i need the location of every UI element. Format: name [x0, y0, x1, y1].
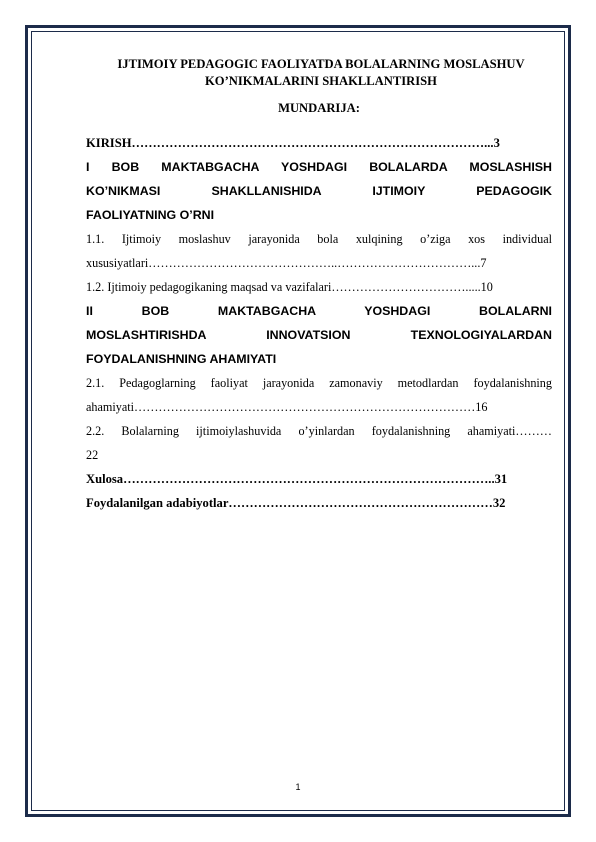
toc-entry-xulosa[interactable]: Xulosa……………………………………………………………………………..31	[86, 472, 508, 486]
toc-chapter-2-line-2[interactable]: MOSLASHTIRISHDA INNOVATSION TEXNOLOGIYALARDAN	[86, 328, 552, 342]
toc-section-2-1-line-1[interactable]: 2.1. Pedagoglarning faoliyat jarayonida zamonaviy metodlardan foydalanishning	[86, 376, 552, 390]
document-title	[86, 56, 552, 90]
toc-chapter-1-line-2[interactable]: KO’NIKMASI SHAKLLANISHIDA IJTIMOIY PEDAGOGIK	[86, 184, 552, 198]
toc-section-2-2-line-2[interactable]: 22	[86, 448, 99, 462]
table-of-contents	[86, 131, 552, 515]
document-body	[86, 50, 552, 515]
toc-section-1-2[interactable]: 1.2. Ijtimoiy pedagogikaning maqsad va vazifalari…………………………….....10	[86, 280, 493, 294]
title-line-1: IJTIMOIY PEDAGOGIC FAOLIYATDA BOLALARNING MOSLASHUV	[117, 57, 525, 71]
toc-entry-adabiyotlar[interactable]: Foydalanilgan adabiyotlar………………………………………………………32	[86, 496, 506, 510]
contents-heading: MUNDARIJA:	[278, 101, 360, 115]
toc-section-2-1-line-2[interactable]: ahamiyati…………………………………………………………………………16	[86, 400, 488, 414]
toc-section-1-1-line-1[interactable]: 1.1. Ijtimoiy moslashuv jarayonida bola xulqining o’ziga xos individual	[86, 232, 552, 246]
toc-entry-kirish[interactable]: KIRISH…………………………………………………………………………...3	[86, 136, 500, 150]
toc-chapter-2-line-1[interactable]: II BOB MAKTABGACHA YOSHDAGI BOLALARNI	[86, 304, 552, 318]
toc-chapter-1-line-1[interactable]: I BOB MAKTABGACHA YOSHDAGI BOLALARDA MOSLASHISH	[86, 160, 552, 174]
toc-section-1-1-line-2[interactable]: xususiyatlari………………………………………..……………………………...7	[86, 256, 487, 270]
toc-section-2-2-line-1[interactable]: 2.2. Bolalarning ijtimoiylashuvida o’yinlardan foydalanishning ahamiyati………	[86, 424, 552, 438]
toc-chapter-2-line-3[interactable]: FOYDALANISHNING AHAMIYATI	[86, 352, 277, 366]
title-line-2: KO’NIKMALARINI SHAKLLANTIRISH	[205, 74, 437, 88]
toc-chapter-1-line-3[interactable]: FAOLIYATNING O’RNI	[86, 208, 215, 222]
page-number: 1	[295, 782, 301, 792]
